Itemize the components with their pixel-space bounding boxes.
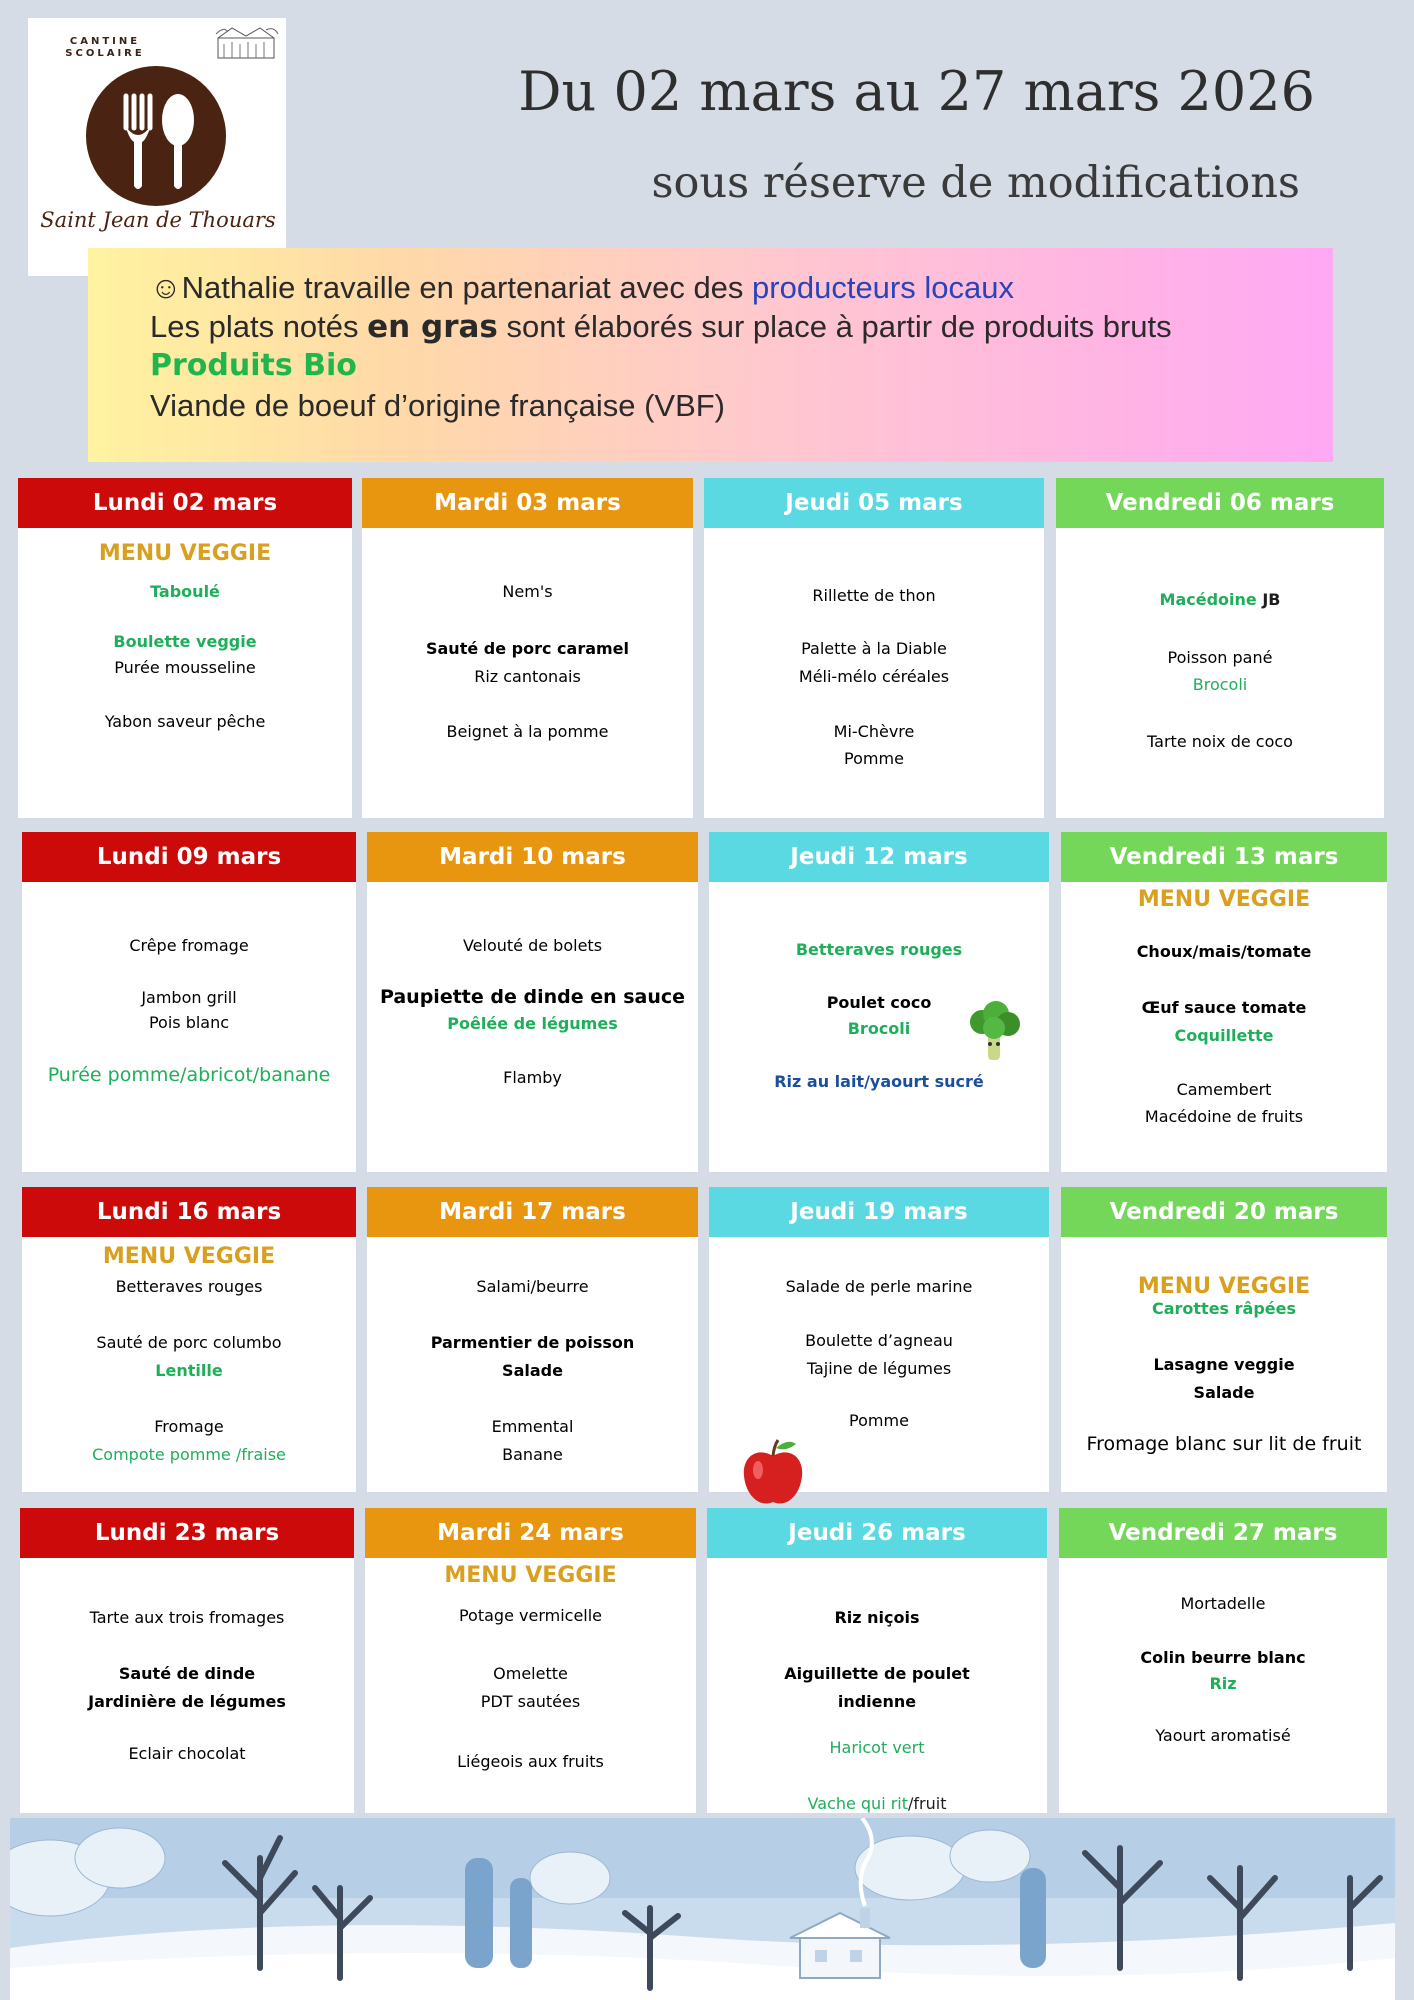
menu-item-text: Jambon grill [141,988,237,1007]
menu-item-text: Potage vermicelle [458,1606,603,1625]
day-header: Vendredi 20 mars [1061,1187,1387,1237]
day-header: Vendredi 06 mars [1056,478,1384,528]
legend-line1-prefix: ☺Nathalie travaille en partenariat avec des [150,270,753,305]
menu-item-text: Choux/mais/tomate [1136,942,1312,961]
menu-item [1061,1295,1387,1322]
menu-item [704,635,1044,662]
menu-item-text: Vache qui rit [807,1794,909,1813]
menu-item [20,1740,354,1767]
menu-item-text: Eclair chocolat [128,1744,246,1763]
menu-item [22,984,356,1011]
menu-item [20,1688,354,1715]
menu-item-text: Nem's [502,582,553,601]
menu-item-text: Pomme [849,1411,909,1430]
day-header: Jeudi 12 mars [709,832,1049,882]
menu-veggie-label [18,540,352,567]
menu-item-text: Rillette de thon [812,586,936,605]
menu-item [367,1064,698,1091]
legend-bold-sample: en gras [367,309,498,345]
legend-local-producers [150,270,1014,306]
menu-item [707,1790,1047,1817]
menu-item-text: Riz [1209,1674,1237,1693]
menu-item [22,1441,356,1468]
menu-item-text: Pomme [844,749,904,768]
menu-item-suffix: /fruit [908,1794,947,1813]
menu-item [20,1660,354,1687]
menu-item [1059,1590,1387,1617]
menu-item [362,578,693,605]
menu-item-text: Aiguillette de poulet [784,1664,970,1683]
menu-item-text: Yabon saveur pêche [104,712,266,731]
menu-item [709,1355,1049,1382]
menu-item-suffix: JB [1256,590,1281,609]
menu-item-text: MENU VEGGIE [1137,1274,1311,1299]
menu-item-text: Lentille [155,1361,223,1380]
logo-script-text: Saint Jean de Thouars [40,208,276,232]
day-header: Lundi 02 mars [18,478,352,528]
menu-item-text: Poêlée de légumes [447,1014,618,1033]
menu-item [704,745,1044,772]
menu-veggie-label [365,1562,696,1589]
menu-item-text: Sauté de dinde [118,1664,256,1683]
menu-item-text: Compote pomme /fraise [92,1445,286,1464]
menu-item [1059,1644,1387,1671]
menu-item-text: MENU VEGGIE [444,1563,617,1588]
menu-item-text: Fromage blanc sur lit de fruit [1086,1433,1362,1455]
menu-item-text: Emmental [491,1417,574,1436]
menu-item-text: Betteraves rouges [115,1277,263,1296]
menu-item [1061,1103,1387,1130]
menu-item [707,1660,1047,1687]
menu-item [22,1009,356,1036]
menu-item [22,1413,356,1440]
legend-band [88,248,1333,462]
menu-item [22,1357,356,1384]
menu-item [709,936,1049,963]
menu-item-text: Salade de perle marine [785,1277,973,1296]
menu-item [365,1688,696,1715]
menu-item-text: Jardinière de légumes [88,1692,286,1711]
menu-item-text: indienne [837,1692,917,1711]
menu-item-text: Mortadelle [1180,1594,1266,1613]
menu-item [367,984,698,1011]
menu-item-text: Parmentier de poisson [430,1333,635,1352]
day-card-vendredi-week4 [1059,1508,1387,1813]
menu-item-text: Fromage [154,1417,224,1436]
menu-item-text: Sauté de porc columbo [96,1333,282,1352]
menu-item-text: Méli-mélo céréales [798,667,950,686]
menu-item-text: MENU VEGGIE [1137,887,1311,912]
day-header: Lundi 09 mars [22,832,356,882]
menu-item [20,1604,354,1631]
menu-item [18,628,352,655]
menu-item [367,1010,698,1037]
menu-item-text: Palette à la Diable [801,639,947,658]
menu-item-text: Macédoine [1159,590,1257,609]
menu-item-text: Salade [502,1361,563,1380]
menu-item [367,932,698,959]
menu-item-text: Poisson pané [1167,648,1273,667]
menu-item [367,1413,698,1440]
menu-item-text: Mi-Chèvre [833,722,915,741]
menu-item-text: MENU VEGGIE [98,541,272,566]
menu-item-text: Lasagne veggie [1153,1355,1295,1374]
day-header: Mardi 17 mars [367,1187,698,1237]
menu-item [362,635,693,662]
menu-item-text: MENU VEGGIE [102,1244,276,1269]
day-header: Jeudi 19 mars [709,1187,1049,1237]
menu-item [22,1273,356,1300]
menu-item [707,1734,1047,1761]
logo-disc [86,66,226,206]
menu-item-text: Liégeois aux fruits [457,1752,604,1771]
legend-french-beef: Viande de boeuf d’origine française (VBF) [150,388,725,423]
menu-item [367,1273,698,1300]
menu-item [709,1407,1049,1434]
broccoli-icon [962,1000,1026,1064]
menu-item-text: Riz au lait/yaourt sucré [774,1072,984,1091]
menu-item [1061,1379,1387,1406]
menu-item [1056,644,1384,671]
menu-item [709,1273,1049,1300]
menu-item-text: Paupiette de dinde en sauce [379,986,686,1008]
menu-item-text: Haricot vert [829,1738,925,1757]
menu-item [1061,1431,1387,1458]
menu-item-text: Purée mousseline [114,658,256,677]
day-header: Mardi 24 mars [365,1508,696,1558]
day-card-lundi-week3 [22,1187,356,1492]
menu-item [704,718,1044,745]
menu-item [18,578,352,605]
day-card-vendredi-week3 [1061,1187,1387,1492]
menu-item [367,1329,698,1356]
menu-item-text: Omelette [493,1664,568,1683]
day-card-lundi-week4 [20,1508,354,1813]
menu-item [367,1357,698,1384]
day-header: Jeudi 05 mars [704,478,1044,528]
page-subtitle: sous réserve de modifications [651,158,1300,208]
day-header: Lundi 23 mars [20,1508,354,1558]
menu-item [707,1604,1047,1631]
legend-line2-suffix: sont élaborés sur place à partir de produits bruts [497,309,1172,344]
menu-item-text: Brocoli [847,1019,911,1038]
menu-item-text: Pois blanc [148,1013,230,1032]
legend-homemade [150,309,1172,345]
menu-item [1056,671,1384,698]
legend-line2-prefix: Les plats notés [150,309,368,344]
menu-item [1061,994,1387,1021]
menu-item [365,1660,696,1687]
menu-item [22,1329,356,1356]
menu-item [704,663,1044,690]
day-card-mardi-week2 [367,832,698,1172]
menu-item [707,1688,1047,1715]
menu-veggie-label [22,1243,356,1270]
legend-organic: Produits Bio [150,348,357,383]
menu-item-text: Carottes râpées [1151,1299,1297,1318]
legend-local-producers-highlight: producteurs locaux [752,270,1014,305]
day-header: Lundi 16 mars [22,1187,356,1237]
menu-item-text: Sauté de porc caramel [425,639,630,658]
menu-item [365,1748,696,1775]
menu-item [365,1602,696,1629]
apple-icon [736,1436,810,1510]
menu-item [22,932,356,959]
day-card-lundi-week1 [18,478,352,818]
menu-item [362,718,693,745]
day-card-lundi-week2 [22,832,356,1172]
menu-item-text: Banane [502,1445,563,1464]
fork-spoon-icon [86,66,226,206]
menu-item [1056,728,1384,755]
menu-item-text: Betteraves rouges [795,940,963,959]
menu-item [704,582,1044,609]
menu-item-text: Œuf sauce tomate [1141,998,1307,1017]
menu-item-text: Coquillette [1174,1026,1274,1045]
menu-item [362,663,693,690]
menu-item [1061,938,1387,965]
menu-item-text: Tajine de légumes [806,1359,952,1378]
menu-item-text: Tarte noix de coco [1147,732,1293,751]
menu-item-text: Beignet à la pomme [446,722,609,741]
day-card-mardi-week3 [367,1187,698,1492]
page-title: Du 02 mars au 27 mars 2026 [518,60,1315,123]
menu-item-text: Boulette d’agneau [805,1331,953,1350]
menu-item-text: Riz niçois [834,1608,920,1627]
menu-item [18,708,352,735]
menu-item-text: Purée pomme/abricot/banane [47,1064,331,1086]
menu-item [22,1062,356,1089]
menu-veggie-label [1061,886,1387,913]
menu-item-text: Macédoine de fruits [1144,1107,1304,1126]
menu-item [367,1441,698,1468]
menu-item [1061,1076,1387,1103]
menu-item [1056,586,1384,613]
day-header: Jeudi 26 mars [707,1508,1047,1558]
winter-landscape-illustration [10,1818,1395,2000]
day-header: Vendredi 13 mars [1061,832,1387,882]
menu-item [709,1327,1049,1354]
logo-top-text: CANTINE SCOLAIRE [65,36,145,59]
menu-item-text: Poulet coco [826,993,932,1012]
menu-item [1059,1722,1387,1749]
day-card-jeudi-week4 [707,1508,1047,1813]
day-card-mardi-week1 [362,478,693,818]
menu-item-text: Salade [1193,1383,1255,1402]
menu-item-text: PDT sautées [480,1692,581,1711]
day-card-jeudi-week1 [704,478,1044,818]
menu-item-text: Colin beurre blanc [1140,1648,1306,1667]
menu-item-text: Riz cantonais [474,667,581,686]
menu-item [1061,1022,1387,1049]
menu-item-text: Flamby [503,1068,562,1087]
menu-item-text: Yaourt aromatisé [1155,1726,1291,1745]
menu-item-text: Brocoli [1192,675,1248,694]
day-card-mardi-week4 [365,1508,696,1813]
menu-item-text: Tarte aux trois fromages [89,1608,285,1627]
menu-item-text: Velouté de bolets [462,936,603,955]
menu-item [18,654,352,681]
day-header: Mardi 10 mars [367,832,698,882]
menu-item-text: Camembert [1176,1080,1272,1099]
menu-item [1061,1351,1387,1378]
day-header: Vendredi 27 mars [1059,1508,1387,1558]
menu-item-text: Crêpe fromage [129,936,249,955]
day-card-vendredi-week2 [1061,832,1387,1172]
day-header: Mardi 03 mars [362,478,693,528]
day-card-vendredi-week1 [1056,478,1384,818]
menu-item-text: Taboulé [150,582,220,601]
menu-item [709,1068,1049,1095]
menu-item-text: Salami/beurre [476,1277,589,1296]
menu-item [1059,1670,1387,1697]
menu-item-text: Boulette veggie [113,632,257,651]
school-canteen-logo [28,18,286,276]
